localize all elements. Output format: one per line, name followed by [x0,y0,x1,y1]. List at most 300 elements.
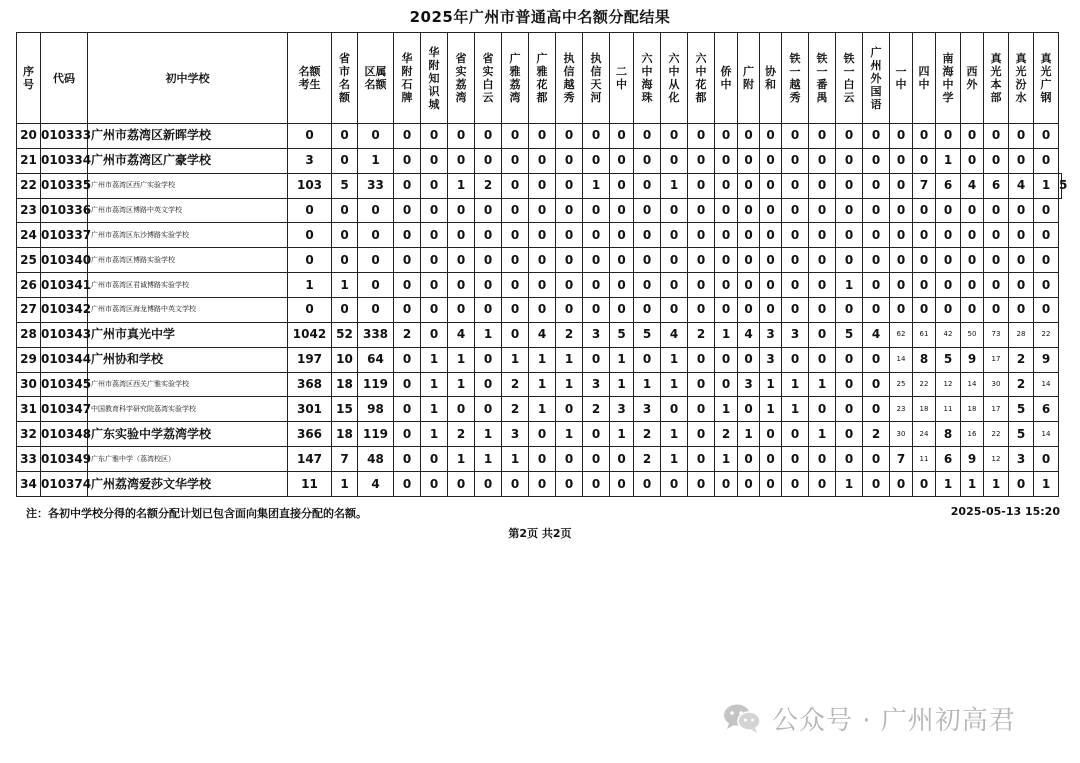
quota-cell: 18 [332,372,358,397]
quota-cell: 0 [738,223,760,248]
quota-cell: 0 [782,124,809,149]
quota-cell: 0 [863,347,890,372]
quota-cell: 0 [475,148,502,173]
quota-cell: 0 [661,298,688,323]
quota-cell: 0 [394,298,421,323]
table-row [17,298,1062,323]
quota-cell: 2 [394,322,421,347]
quota-cell: 0 [836,372,863,397]
quota-cell: 0 [556,223,583,248]
quota-cell: 3 [760,322,782,347]
row-seq: 22 [17,173,41,198]
quota-cell: 0 [760,173,782,198]
quota-cell: 0 [836,298,863,323]
quota-cell: 1 [475,422,502,447]
quota-cell: 1 [809,422,836,447]
quota-cell: 1 [715,322,738,347]
column-header: 协和 [760,33,782,124]
quota-cell: 0 [394,347,421,372]
column-header: 华附石牌 [394,33,421,124]
quota-cell: 0 [448,298,475,323]
column-header: 铁一白云 [836,33,863,124]
quota-cell: 0 [890,472,913,497]
quota-cell: 42 [936,322,961,347]
quota-cell: 0 [1009,298,1034,323]
quota-cell: 1 [421,397,448,422]
quota-cell: 1 [809,372,836,397]
page-title: 2025年广州市普通高中名额分配结果 [409,8,671,26]
quota-cell: 0 [782,148,809,173]
quota-cell: 0 [715,198,738,223]
column-header: 初中学校 [88,33,288,124]
quota-cell: 0 [583,124,610,149]
quota-cell: 0 [836,173,863,198]
quota-cell: 0 [358,124,394,149]
quota-cell: 0 [475,223,502,248]
quota-cell: 0 [1034,298,1059,323]
quota-cell: 4 [529,322,556,347]
row-seq: 20 [17,124,41,149]
quota-cell: 0 [715,273,738,298]
quota-cell: 0 [913,198,936,223]
quota-cell: 0 [738,298,760,323]
quota-cell: 0 [610,273,634,298]
column-header: 西外 [961,33,984,124]
quota-cell: 0 [448,248,475,273]
quota-cell: 0 [863,372,890,397]
quota-cell: 6 [936,447,961,472]
quota-cell: 0 [984,124,1009,149]
column-header: 代码 [41,33,88,124]
quota-cell: 0 [421,173,448,198]
quota-cell: 0 [634,273,661,298]
row-seq: 26 [17,273,41,298]
school-code: 010348 [41,422,88,447]
quota-cell: 0 [634,223,661,248]
quota-cell: 0 [715,223,738,248]
quota-cell: 1 [421,372,448,397]
quota-cell: 17 [984,347,1009,372]
quota-cell: 0 [715,472,738,497]
quota-cell: 2 [448,422,475,447]
quota-cell: 1 [715,447,738,472]
quota-cell: 11 [936,397,961,422]
school-code: 010340 [41,248,88,273]
quota-cell: 2 [688,322,715,347]
quota-cell: 0 [1009,273,1034,298]
column-header: 区属名额 [358,33,394,124]
quota-cell: 0 [529,223,556,248]
quota-cell: 0 [529,248,556,273]
quota-cell: 0 [863,273,890,298]
quota-cell: 0 [890,148,913,173]
quota-cell: 0 [583,248,610,273]
quota-cell: 2 [863,422,890,447]
quota-cell: 0 [890,173,913,198]
school-name: 广州市荔湾区君诚博路实验学校 [88,273,288,298]
quota-cell: 0 [394,472,421,497]
quota-cell: 0 [610,248,634,273]
column-header: 序号 [17,33,41,124]
school-code: 010345 [41,372,88,397]
quota-cell: 0 [688,273,715,298]
quota-cell: 0 [688,298,715,323]
quota-cell: 0 [715,347,738,372]
quota-cell: 0 [936,198,961,223]
row-seq: 23 [17,198,41,223]
quota-cell: 0 [332,248,358,273]
quota-cell: 0 [394,397,421,422]
quota-cell: 0 [583,447,610,472]
quota-cell: 1 [502,347,529,372]
school-name: 广东广雅中学（荔湾校区） [88,447,288,472]
quota-cell: 2 [634,447,661,472]
quota-cell: 0 [661,198,688,223]
school-code: 010336 [41,198,88,223]
quota-cell: 17 [984,397,1009,422]
quota-cell: 64 [358,347,394,372]
quota-cell: 22 [1034,322,1059,347]
quota-cell: 0 [1009,148,1034,173]
quota-cell: 0 [836,148,863,173]
table-header-row [17,33,1062,124]
row-seq: 29 [17,347,41,372]
quota-cell: 52 [332,322,358,347]
quota-cell: 0 [475,198,502,223]
quota-cell: 0 [583,422,610,447]
school-code: 010343 [41,322,88,347]
quota-cell: 0 [394,273,421,298]
quota-cell: 0 [961,223,984,248]
quota-cell: 0 [288,248,332,273]
quota-cell: 0 [890,248,913,273]
column-header: 铁一越秀 [782,33,809,124]
quota-cell: 1 [661,347,688,372]
quota-cell: 11 [913,447,936,472]
school-name: 广州市真光中学 [88,322,288,347]
school-code: 010347 [41,397,88,422]
quota-cell: 103 [288,173,332,198]
column-header: 省实白云 [475,33,502,124]
quota-cell: 1 [936,148,961,173]
quota-cell: 2 [715,422,738,447]
school-name: 广州市荔湾区西关广雅实验学校 [88,372,288,397]
quota-cell: 0 [421,124,448,149]
quota-cell: 338 [358,322,394,347]
quota-cell: 0 [738,273,760,298]
quota-cell: 1 [738,422,760,447]
quota-cell: 0 [475,124,502,149]
quota-cell: 0 [809,322,836,347]
quota-cell: 0 [288,223,332,248]
quota-cell: 18 [961,397,984,422]
quota-cell: 0 [782,198,809,223]
quota-cell: 1 [332,273,358,298]
quota-cell: 0 [529,124,556,149]
column-header: 省实荔湾 [448,33,475,124]
quota-cell: 1 [961,472,984,497]
quota-cell: 3 [1009,447,1034,472]
footnote: 注：各初中学校分得的名额分配计划已包含面向集团直接分配的名额。 [26,507,367,520]
quota-cell: 0 [836,347,863,372]
quota-cell: 0 [715,298,738,323]
quota-cell: 2 [502,397,529,422]
watermark [722,700,1016,736]
quota-cell: 0 [448,472,475,497]
watermark-text: 公众号 · 广州初高君 [772,705,1016,736]
quota-cell: 0 [634,198,661,223]
quota-cell: 0 [863,447,890,472]
quota-cell: 9 [961,447,984,472]
quota-cell: 5 [1009,422,1034,447]
quota-cell: 0 [529,148,556,173]
quota-cell: 28 [1009,322,1034,347]
column-header: 侨中 [715,33,738,124]
quota-cell: 0 [475,397,502,422]
quota-cell: 30 [890,422,913,447]
column-header: 真光广钢 [1034,33,1059,124]
quota-cell: 0 [913,148,936,173]
quota-cell: 0 [583,298,610,323]
quota-cell: 1 [475,447,502,472]
table-row [17,397,1062,422]
quota-cell: 10 [332,347,358,372]
quota-cell: 11 [288,472,332,497]
quota-cell: 0 [809,173,836,198]
quota-cell: 0 [529,173,556,198]
quota-cell: 0 [760,148,782,173]
quota-cell: 0 [529,447,556,472]
quota-cell: 5 [836,322,863,347]
quota-cell: 0 [502,124,529,149]
quota-cell: 9 [1034,347,1059,372]
column-header: 二中 [610,33,634,124]
quota-cell: 368 [288,372,332,397]
quota-cell: 0 [715,248,738,273]
quota-cell: 5 [634,322,661,347]
column-header: 广雅花都 [529,33,556,124]
quota-cell: 2 [475,173,502,198]
quota-cell: 0 [583,198,610,223]
quota-cell: 0 [688,397,715,422]
quota-cell: 0 [421,472,448,497]
quota-cell: 0 [583,347,610,372]
quota-cell: 0 [634,347,661,372]
quota-cell: 0 [782,173,809,198]
quota-cell: 0 [421,298,448,323]
quota-cell: 5 [1059,173,1062,198]
allocation-table [16,32,1068,497]
quota-cell: 0 [936,124,961,149]
quota-cell: 0 [634,248,661,273]
quota-cell: 0 [984,298,1009,323]
quota-cell: 0 [936,298,961,323]
quota-cell: 0 [661,273,688,298]
quota-cell: 0 [421,322,448,347]
quota-cell: 8 [936,422,961,447]
quota-cell: 0 [863,248,890,273]
quota-cell: 0 [661,397,688,422]
quota-cell: 0 [809,148,836,173]
quota-cell: 0 [913,472,936,497]
quota-cell: 0 [448,148,475,173]
quota-cell: 0 [782,273,809,298]
quota-cell: 3 [634,397,661,422]
quota-cell: 1 [332,472,358,497]
quota-cell: 1 [634,372,661,397]
quota-cell: 0 [836,447,863,472]
column-header: 执信天河 [583,33,610,124]
quota-cell: 1 [556,372,583,397]
quota-cell: 0 [1034,124,1059,149]
quota-cell: 7 [890,447,913,472]
quota-cell: 1 [556,422,583,447]
quota-cell: 0 [688,347,715,372]
quota-cell: 1 [448,372,475,397]
quota-cell: 3 [288,148,332,173]
row-seq: 24 [17,223,41,248]
quota-cell: 0 [394,422,421,447]
quota-cell: 6 [1034,397,1059,422]
column-header: 真光汾水 [1009,33,1034,124]
quota-cell: 0 [583,472,610,497]
quota-cell: 0 [421,148,448,173]
quota-cell: 0 [661,472,688,497]
quota-cell: 0 [634,472,661,497]
quota-cell: 366 [288,422,332,447]
quota-cell: 3 [738,372,760,397]
quota-cell: 0 [1009,124,1034,149]
quota-cell: 0 [984,223,1009,248]
quota-cell: 0 [715,372,738,397]
quota-cell: 0 [475,372,502,397]
quota-cell: 0 [961,198,984,223]
school-name: 广州市荔湾区新晖学校 [88,124,288,149]
quota-cell: 0 [809,447,836,472]
quota-cell: 0 [688,124,715,149]
quota-cell: 4 [661,322,688,347]
quota-cell: 0 [809,472,836,497]
row-seq: 32 [17,422,41,447]
quota-cell: 0 [502,198,529,223]
quota-cell: 14 [961,372,984,397]
quota-cell: 12 [936,372,961,397]
quota-cell: 5 [610,322,634,347]
quota-cell: 1 [556,347,583,372]
quota-cell: 7 [332,447,358,472]
quota-cell: 7 [913,173,936,198]
quota-cell: 0 [610,173,634,198]
table-row [17,148,1062,173]
quota-cell: 2 [583,397,610,422]
table-row [17,447,1062,472]
quota-cell: 0 [984,248,1009,273]
quota-cell: 0 [782,472,809,497]
quota-cell: 1 [836,472,863,497]
quota-cell: 0 [448,223,475,248]
quota-cell: 0 [1009,248,1034,273]
quota-cell: 0 [288,124,332,149]
school-name: 中国教育科学研究院荔湾实验学校 [88,397,288,422]
quota-cell: 2 [1009,372,1034,397]
quota-cell: 0 [475,298,502,323]
quota-cell: 48 [358,447,394,472]
quota-cell: 5 [332,173,358,198]
quota-cell: 0 [556,248,583,273]
quota-cell: 0 [583,273,610,298]
quota-cell: 0 [1009,223,1034,248]
column-header: 四中 [913,33,936,124]
quota-cell: 3 [583,372,610,397]
quota-cell: 1 [448,347,475,372]
quota-cell: 0 [556,198,583,223]
column-header: 铁一番禺 [809,33,836,124]
quota-cell: 50 [961,322,984,347]
quota-cell: 0 [610,148,634,173]
quota-cell: 0 [809,397,836,422]
quota-cell: 2 [1009,347,1034,372]
quota-cell: 2 [634,422,661,447]
quota-cell: 0 [358,223,394,248]
quota-cell: 2 [502,372,529,397]
quota-cell: 0 [738,124,760,149]
quota-cell: 0 [332,148,358,173]
row-seq: 27 [17,298,41,323]
quota-cell: 1 [760,397,782,422]
quota-cell: 3 [583,322,610,347]
quota-cell: 0 [738,173,760,198]
row-seq: 33 [17,447,41,472]
quota-cell: 0 [661,223,688,248]
column-header: 广雅荔湾 [502,33,529,124]
quota-cell: 0 [913,248,936,273]
quota-cell: 0 [890,223,913,248]
quota-cell: 0 [890,273,913,298]
quota-cell: 8 [913,347,936,372]
quota-cell: 0 [556,472,583,497]
quota-cell: 0 [863,148,890,173]
quota-cell: 1 [782,372,809,397]
quota-cell: 1 [529,372,556,397]
quota-cell: 6 [984,173,1009,198]
column-header: 省市名额 [332,33,358,124]
quota-cell: 0 [502,322,529,347]
quota-cell: 0 [556,124,583,149]
quota-cell: 0 [688,372,715,397]
quota-cell: 1 [358,148,394,173]
quota-cell: 0 [1034,447,1059,472]
quota-cell: 0 [556,447,583,472]
quota-cell: 0 [863,298,890,323]
quota-cell: 0 [394,223,421,248]
row-seq: 30 [17,372,41,397]
table-row [17,472,1062,497]
quota-cell: 0 [961,248,984,273]
table-row [17,198,1062,223]
quota-cell: 0 [738,248,760,273]
quota-cell: 0 [448,397,475,422]
quota-cell: 0 [332,124,358,149]
quota-cell: 0 [583,223,610,248]
quota-cell: 301 [288,397,332,422]
column-header: 华附知识城 [421,33,448,124]
quota-cell: 0 [760,273,782,298]
quota-cell: 0 [634,124,661,149]
table-row [17,422,1062,447]
table-row [17,248,1062,273]
table-row [17,223,1062,248]
quota-cell: 1 [715,397,738,422]
